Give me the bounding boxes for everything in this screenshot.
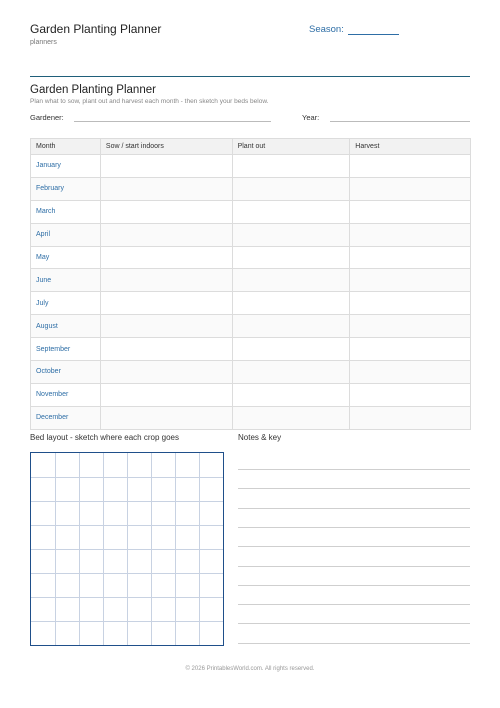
harvest-cell[interactable]	[350, 246, 471, 269]
sow-cell[interactable]	[100, 177, 232, 200]
sow-cell[interactable]	[100, 155, 232, 178]
table-row	[31, 361, 471, 384]
sow-cell[interactable]	[100, 246, 232, 269]
plant-out-cell[interactable]	[232, 177, 350, 200]
harvest-cell[interactable]	[350, 155, 471, 178]
sow-cell[interactable]	[100, 406, 232, 429]
table-row	[31, 246, 471, 269]
harvest-cell[interactable]	[350, 223, 471, 246]
grid-line-vertical	[199, 453, 200, 645]
plant-out-cell[interactable]	[232, 246, 350, 269]
table-row	[31, 200, 471, 223]
month-cell: June	[31, 269, 101, 292]
header-subtitle: planners	[30, 39, 57, 46]
page-description: Plan what to sow, plant out and harvest each month - then sketch your beds below.	[30, 98, 269, 105]
notes-line[interactable]	[238, 527, 470, 528]
table-row	[31, 406, 471, 429]
table-header-row	[31, 139, 471, 155]
harvest-cell[interactable]	[350, 177, 471, 200]
bed-layout-label: Bed layout - sketch where each crop goes	[30, 433, 179, 442]
grid-line-horizontal	[31, 597, 223, 598]
table-row	[31, 269, 471, 292]
grid-line-vertical	[151, 453, 152, 645]
grid-line-horizontal	[31, 549, 223, 550]
notes-line[interactable]	[238, 546, 470, 547]
notes-line[interactable]	[238, 488, 470, 489]
grid-line-horizontal	[31, 621, 223, 622]
plant-out-cell[interactable]	[232, 223, 350, 246]
table-row	[31, 292, 471, 315]
plant-out-cell[interactable]	[232, 338, 350, 361]
sow-cell[interactable]	[100, 315, 232, 338]
harvest-cell[interactable]	[350, 338, 471, 361]
table-row	[31, 223, 471, 246]
month-cell: December	[31, 406, 101, 429]
sow-cell[interactable]	[100, 269, 232, 292]
gardener-field[interactable]	[74, 121, 271, 122]
plant-out-cell[interactable]	[232, 155, 350, 178]
bed-layout-grid[interactable]	[30, 452, 224, 646]
column-header-plant-out: Plant out	[232, 139, 350, 155]
grid-line-vertical	[175, 453, 176, 645]
month-cell: September	[31, 338, 101, 361]
notes-line[interactable]	[238, 604, 470, 605]
header-title: Garden Planting Planner	[30, 22, 162, 36]
table-row	[31, 177, 471, 200]
plant-out-cell[interactable]	[232, 269, 350, 292]
month-cell: October	[31, 361, 101, 384]
harvest-cell[interactable]	[350, 269, 471, 292]
harvest-cell[interactable]	[350, 383, 471, 406]
year-field[interactable]	[330, 121, 470, 122]
grid-line-horizontal	[31, 573, 223, 574]
month-cell: November	[31, 383, 101, 406]
year-label: Year:	[302, 113, 320, 122]
notes-line[interactable]	[238, 566, 470, 567]
notes-line[interactable]	[238, 643, 470, 644]
plant-out-cell[interactable]	[232, 383, 350, 406]
month-cell: April	[31, 223, 101, 246]
plant-out-cell[interactable]	[232, 200, 350, 223]
table-row	[31, 338, 471, 361]
plant-out-cell[interactable]	[232, 361, 350, 384]
notes-line[interactable]	[238, 508, 470, 509]
sow-cell[interactable]	[100, 292, 232, 315]
plant-out-cell[interactable]	[232, 315, 350, 338]
table-row	[31, 383, 471, 406]
table-row	[31, 155, 471, 178]
harvest-cell[interactable]	[350, 406, 471, 429]
plant-out-cell[interactable]	[232, 292, 350, 315]
sow-cell[interactable]	[100, 200, 232, 223]
column-header-harvest: Harvest	[350, 139, 471, 155]
season-field[interactable]	[348, 34, 399, 35]
notes-line[interactable]	[238, 623, 470, 624]
footer-copyright: © 2026 PrintablesWorld.com. All rights reserved.	[185, 666, 315, 672]
sow-cell[interactable]	[100, 383, 232, 406]
table-row	[31, 315, 471, 338]
notes-line[interactable]	[238, 469, 470, 470]
harvest-cell[interactable]	[350, 200, 471, 223]
month-cell: August	[31, 315, 101, 338]
sow-cell[interactable]	[100, 338, 232, 361]
harvest-cell[interactable]	[350, 315, 471, 338]
gardener-label: Gardener:	[30, 113, 64, 122]
month-cell: January	[31, 155, 101, 178]
month-cell: February	[31, 177, 101, 200]
sow-cell[interactable]	[100, 361, 232, 384]
harvest-cell[interactable]	[350, 361, 471, 384]
sow-cell[interactable]	[100, 223, 232, 246]
season-label: Season:	[309, 24, 344, 35]
page-title: Garden Planting Planner	[30, 84, 156, 96]
header-divider	[30, 76, 470, 77]
notes-line[interactable]	[238, 585, 470, 586]
notes-label: Notes & key	[238, 433, 282, 442]
month-cell: May	[31, 246, 101, 269]
column-header-sow: Sow / start indoors	[100, 139, 232, 155]
plant-out-cell[interactable]	[232, 406, 350, 429]
harvest-cell[interactable]	[350, 292, 471, 315]
month-cell: July	[31, 292, 101, 315]
planting-table	[30, 138, 471, 430]
column-header-month: Month	[31, 139, 101, 155]
month-cell: March	[31, 200, 101, 223]
